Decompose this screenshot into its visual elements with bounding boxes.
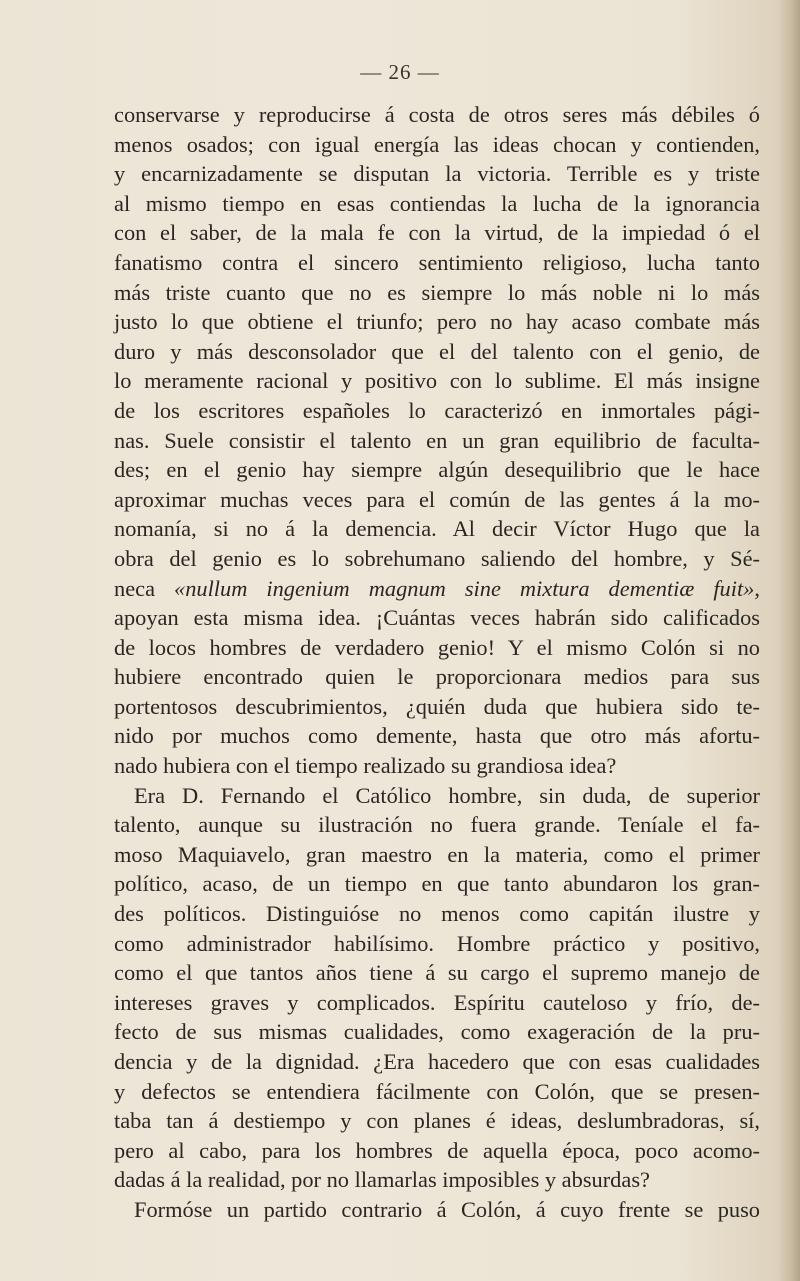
paragraph-start-line: Formóse un partido contrario á Colón, á cuyo frente se puso [134, 1196, 760, 1222]
text-line: político, acaso, de un tiempo en que tanto abundaron los gran- [114, 871, 760, 897]
text-line: y encarnizadamente se disputan la victoria. Terrible es y triste [114, 161, 760, 187]
text-line-latin-quote [114, 574, 760, 604]
text-line: fanatismo contra el sincero sentimiento religioso, lucha tanto [114, 249, 760, 275]
paragraph-start-line: Era D. Fernando el Católico hombre, sin duda, de superior [134, 782, 760, 808]
text-line: duro y más desconsolador que el del talento con el genio, de [114, 338, 760, 364]
text-line: pero al cabo, para los hombres de aquella época, poco acomo- [114, 1137, 760, 1163]
text-neca-suffix: , [754, 575, 760, 601]
text-line: como el que tantos años tiene á su cargo el supremo manejo de [114, 960, 760, 986]
text-line: talento, aunque su ilustración no fuera grande. Teníale el fa- [114, 812, 760, 838]
text-line: nas. Suele consistir el talento en un gran equilibrio de faculta- [114, 427, 760, 453]
text-line: taba tan á destiempo y con planes é ideas, deslumbradoras, sí, [114, 1108, 760, 1134]
latin-quotation: «nullum ingenium magnum sine mixtura dementiæ fuit» [174, 575, 755, 601]
text-line: menos osados; con igual energía las ideas chocan y contienden, [114, 131, 760, 157]
text-line: des; en el genio hay siempre algún desequilibrio que le hace [114, 457, 760, 483]
text-line: fecto de sus mismas cualidades, como exageración de la pru- [114, 1019, 760, 1045]
paragraph-end-line: nado hubiera con el tiempo realizado su grandiosa idea? [114, 753, 617, 779]
text-line: intereses graves y complicados. Espíritu cauteloso y frío, de- [114, 989, 760, 1015]
text-line: al mismo tiempo en esas contiendas la lucha de la ignorancia [114, 190, 760, 216]
text-line: justo lo que obtiene el triunfo; pero no hay acaso combate más [114, 309, 760, 335]
text-line: hubiere encontrado quien le proporcionara medios para sus [114, 664, 760, 690]
text-line: y defectos se entendiera fácilmente con Colón, que se presen- [114, 1078, 760, 1104]
text-line: nido por muchos como demente, hasta que otro más afortu- [114, 723, 760, 749]
paragraph-end-line: dadas á la realidad, por no llamarlas imposibles y absurdas? [114, 1167, 650, 1193]
text-line: obra del genio es lo sobrehumano saliendo del hombre, y Sé- [114, 545, 760, 571]
text-line: más triste cuanto que no es siempre lo más noble ni lo más [114, 279, 760, 305]
text-line: aproximar muchas veces para el común de las gentes á la mo- [114, 486, 760, 512]
text-line: como administrador habilísimo. Hombre práctico y positivo, [114, 930, 760, 956]
page-edge-shadow [778, 0, 800, 1281]
text-neca-prefix: neca [114, 575, 174, 601]
text-line: dencia y de la dignidad. ¿Era hacedero que con esas cualidades [114, 1049, 760, 1074]
text-line: nomanía, si no á la demencia. Al decir Víctor Hugo que la [114, 516, 760, 542]
page-number: — 26 — [360, 60, 440, 84]
text-line: portentosos descubrimientos, ¿quién duda que hubiera sido te- [114, 693, 760, 719]
text-line: des políticos. Distinguióse no menos como capitán ilustre y [114, 901, 760, 927]
body-text [114, 100, 760, 1225]
text-line: de los escritores españoles lo caracterizó en inmortales pági- [114, 397, 760, 423]
text-line: conservarse y reproducirse á costa de otros seres más débiles ó [114, 102, 760, 127]
text-line: lo meramente racional y positivo con lo sublime. El más insigne [114, 368, 760, 394]
text-line: apoyan esta misma idea. ¡Cuántas veces habrán sido calificados [114, 605, 760, 631]
text-line: con el saber, de la mala fe con la virtud, de la impiedad ó el [114, 220, 760, 246]
text-line: de locos hombres de verdadero genio! Y el mismo Colón si no [114, 634, 760, 660]
text-line: moso Maquiavelo, gran maestro en la materia, como el primer [114, 841, 760, 867]
